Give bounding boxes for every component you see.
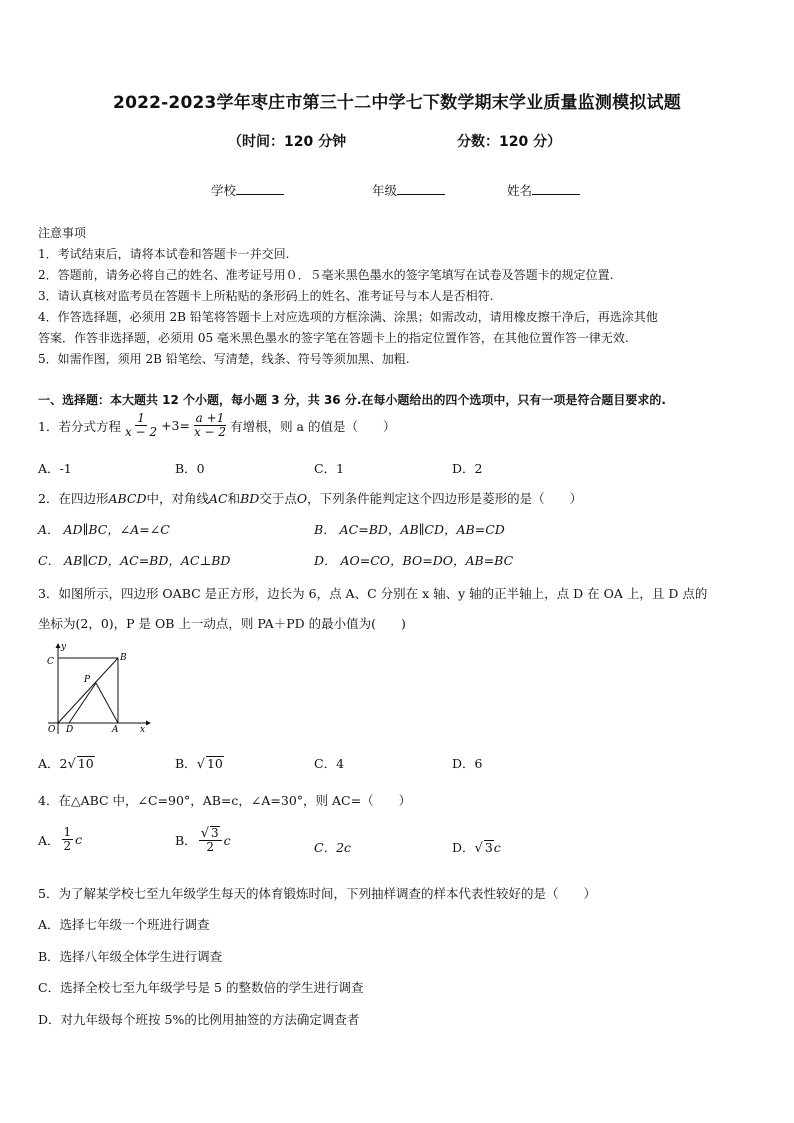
q1-option-d: D．2 <box>452 461 483 476</box>
q2-o: O <box>296 491 308 506</box>
q4-opt-d-label: D． <box>452 840 475 855</box>
q5-option-b: B．选择八年级全体学生进行调查 <box>38 949 223 964</box>
q4-option-d <box>452 838 501 856</box>
q3-line-1: 3．如图所示，四边形 OABC 是正方形，边长为 6，点 A、C 分别在 x 轴、y 轴的正半轴上，点 D 在 OA 上，且 D 点的 <box>38 586 708 601</box>
q3-opt-a-label: A．2 <box>38 756 68 771</box>
segment-pa <box>96 683 118 723</box>
note-item: 答案．作答非选择题，必须用 05 毫米黑色墨水的签字笔在答题卡上的指定位置作答，在其他位置作答一律无效. <box>38 331 629 345</box>
q1-fraction-1 <box>123 412 159 439</box>
q4-option-b <box>175 826 231 854</box>
q2-option-a: A． AD∥BC，∠A=∠C <box>38 522 170 537</box>
note-item: 3．请认真核对监考员在答题卡上所粘贴的条形码上的姓名、准考证号与本人是否相符. <box>38 289 494 303</box>
q2-and: 和 <box>227 491 241 506</box>
q3-square-figure <box>38 640 153 737</box>
segment-pd <box>69 683 96 723</box>
sqrt-icon: √ <box>196 757 205 772</box>
q1-frac1-den: x − 2 <box>124 425 158 439</box>
label-c: C <box>47 657 54 667</box>
name-label: 姓名 <box>507 183 533 198</box>
q1-option-c: C．1 <box>314 461 345 476</box>
school-blank <box>236 182 284 195</box>
note-item: 5．如需作图，须用 2B 铅笔绘、写清楚，线条、符号等须加黑、加粗. <box>38 352 410 366</box>
label-o: O <box>48 725 56 735</box>
y-axis-arrow <box>56 643 61 648</box>
q5-option-d: D．对九年级每个班按 5%的比例用抽签的方法确定调查者 <box>38 1012 360 1027</box>
q3-option-d: D．6 <box>452 756 483 771</box>
q4-opt-b-fraction <box>199 826 222 854</box>
q1-frac1-num: 1 <box>137 411 145 425</box>
label-b: B <box>120 653 127 663</box>
q3-opt-b-radicand: 10 <box>206 756 223 771</box>
q4-opt-b-den: 2 <box>206 840 214 854</box>
q1-plus3: +3= <box>161 418 190 433</box>
q2-stem-c: 交于点 <box>259 491 297 506</box>
question-4: 4．在△ABC 中，∠C=90°，AB=c，∠A=30°，则 AC=（ ） <box>38 793 412 808</box>
question-1 <box>38 412 395 439</box>
grade-field <box>372 181 445 199</box>
sqrt-icon: √ <box>200 826 209 841</box>
label-d: D <box>66 725 74 735</box>
q2-bd: BD <box>240 491 260 506</box>
label-y: y <box>61 642 67 652</box>
grade-blank <box>397 182 445 195</box>
x-axis-arrow <box>146 721 151 726</box>
q4-opt-a-num: 1 <box>63 825 72 839</box>
q3-option-b <box>175 754 224 772</box>
school-label: 学校 <box>211 183 237 198</box>
q3-option-a <box>38 754 95 772</box>
q1-frac2-num: a +1 <box>195 411 225 425</box>
q5-option-a: A．选择七年级一个班进行调查 <box>38 917 210 932</box>
q2-abcd: ABCD <box>108 491 147 506</box>
q1-option-b: B．0 <box>175 461 205 476</box>
q2-stem-d: ，下列条件能判定这个四边形是菱形的是（ ） <box>307 491 583 506</box>
q4-opt-b-radicand: 3 <box>210 826 219 840</box>
q4-opt-d-radicand: 3 <box>484 840 493 855</box>
q1-suffix: 有增根，则 a 的值是（ ） <box>230 418 396 434</box>
q1-frac2-den: x − 2 <box>193 425 227 439</box>
q2-stem-a: 2．在四边形 <box>38 491 109 506</box>
q4-opt-b-var: c <box>223 832 231 848</box>
q4-opt-b-label: B． <box>175 833 197 848</box>
q2-option-c: C． AB∥CD，AC=BD，AC⊥BD <box>38 553 231 568</box>
q3-opt-a-radicand: 10 <box>77 756 94 771</box>
question-2 <box>38 489 582 507</box>
q5-option-c: C．选择全校七至九年级学号是 5 的整数倍的学生进行调查 <box>38 980 364 995</box>
q4-option-a <box>38 826 82 853</box>
q4-opt-a-den: 2 <box>63 839 72 853</box>
school-field <box>211 181 284 199</box>
q4-opt-d-var: c <box>493 840 501 855</box>
q2-option-d: D． AO=CO，BO=DO，AB=BC <box>314 553 514 568</box>
question-5: 5．为了解某学校七至九年级学生每天的体育锻炼时间，下列抽样调查的样本代表性较好的是（ ） <box>38 886 596 901</box>
q3-line-2: 坐标为(2，0)，P 是 OB 上一动点，则 PA＋PD 的最小值为( ) <box>38 616 406 631</box>
q2-stem-b: 中，对角线 <box>146 491 209 506</box>
q4-opt-a-fraction <box>62 826 74 853</box>
grade-label: 年级 <box>372 183 398 198</box>
q3-option-c: C．4 <box>314 756 345 771</box>
q4-opt-b-num <box>199 826 222 841</box>
q3-opt-b-label: B． <box>175 756 197 771</box>
note-item: 1．考试结束后，请将本试卷和答题卡一并交回. <box>38 247 290 261</box>
q1-prefix: 1．若分式方程 <box>38 418 121 434</box>
note-item: 4．作答选择题，必须用 2B 铅笔将答题卡上对应选项的方框涂满、涂黑；如需改动，请用橡皮擦干净后，再选涂其他 <box>38 310 658 324</box>
label-a: A <box>112 725 119 735</box>
label-p: P <box>84 675 91 685</box>
sqrt-icon: √ <box>67 757 76 772</box>
label-x: x <box>140 725 146 735</box>
exam-time: （时间：120 分钟 <box>228 134 347 150</box>
name-field <box>507 181 580 199</box>
q2-option-b: B． AC=BD，AB∥CD，AB=CD <box>314 522 505 537</box>
q4-opt-a-var: c <box>75 832 83 847</box>
q4-option-c: C．2c <box>314 840 352 855</box>
sqrt-icon: √ <box>474 841 483 856</box>
q4-opt-a-label: A． <box>38 832 60 848</box>
note-item: 2．答题前，请务必将自己的姓名、准考证号用０．５毫米黑色墨水的签字笔填写在试卷及答题卡的规定位置. <box>38 268 614 282</box>
q1-fraction-2 <box>192 412 228 439</box>
q1-option-a: A．-1 <box>38 461 72 476</box>
exam-score: 分数：120 分） <box>457 134 562 150</box>
name-blank <box>532 182 580 195</box>
q2-ac: AC <box>209 491 228 506</box>
section-heading: 一、选择题：本大题共 12 个小题，每小题 3 分，共 36 分.在每小题给出的四个选项中，只有一项是符合题目要求的. <box>38 393 666 407</box>
diagonal-ob <box>58 658 118 723</box>
page-title: 2022-2023学年枣庄市第三十二中学七下数学期末学业质量监测模拟试题 <box>113 93 681 113</box>
notes-heading: 注意事项 <box>38 226 87 240</box>
